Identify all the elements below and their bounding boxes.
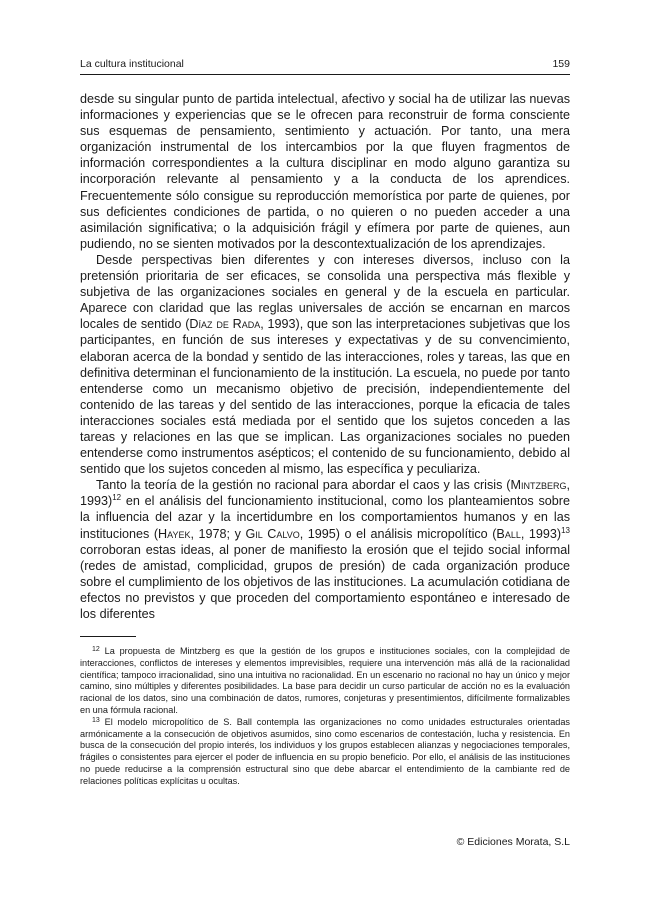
footnote-ref-12[interactable]: 12 bbox=[112, 493, 122, 503]
body-text bbox=[80, 91, 570, 622]
footnote-ref-13[interactable]: 13 bbox=[561, 525, 571, 535]
paragraph-3-text-d: , 1978; y bbox=[190, 526, 246, 541]
page-number: 159 bbox=[552, 58, 570, 70]
publisher-credit: © Ediciones Morata, S.L bbox=[456, 836, 570, 848]
paragraph-3-text-b: , 1993) bbox=[80, 478, 570, 509]
footnote-text: El modelo micropolítico de S. Ball contempla las organizaciones no como unidades estructurales orientadas armónicamente a la consecución de objetivos asumidos, sino como escenarios de contestación, lucha y resistencia. En busca de la consecución del propio interés, los individuos y los grupos establecen alianzas y negociaciones temporales, frágiles o consistentes para ejercer el poder de influencia en su propio beneficio. Por ello, el análisis de las instituciones no puede reducirse a la comprensión estructural sino que debe abarcar el entendimiento de la cambiante red de relaciones políticas explícitas u ocultas. bbox=[80, 716, 570, 786]
paragraph-3 bbox=[80, 477, 570, 622]
footnotes bbox=[80, 646, 570, 788]
paragraph-3-text-g: corroboran estas ideas, al poner de manifiesto la erosión que el tejido social informal (redes de amistad, complicidad, grupos de presión) de cada organización produce sobre el cumplimiento de los objetivos de las instituciones. La acumulación cotidiana de efectos no previstos y que proceden del comportamiento espontáneo e interesado de los diferentes bbox=[80, 542, 570, 621]
footnote-text: La propuesta de Mintzberg es que la gestión de los grupos e instituciones sociales, con la complejidad de interacciones, conflictos de intereses y elementos imprevisibles, requiere una intervención más allá de la racionalidad científica; tampoco irracionalidad, sino una intuitiva no racionalidad. En un escenario no racional no hay un único y mejor camino, sino múltiples y diferentes posibilidades. La base para decidir un curso particular de acción no es la evaluación racional de los datos, sino una combinación de datos, rumores, conjeturas y presentimientos, difícilmente formalizables en una fórmula racional. bbox=[80, 646, 570, 716]
paragraph-3-text-a: Tanto la teoría de la gestión no racional para abordar el caos y las crisis ( bbox=[96, 478, 511, 493]
citation-diaz-de-rada: Díaz de Rada bbox=[189, 317, 261, 332]
paragraph-2 bbox=[80, 252, 570, 477]
citation-mintzberg: Mintzberg bbox=[510, 478, 567, 493]
paragraph-2-text-a: Desde perspectivas bien diferentes y con intereses diversos, incluso con la pretensión prioritaria de ser eficaces, se consolida una perspectiva más flexible y subjetiva de las organizaciones sociales en general y de la escuela en particular. Aparece con claridad que las reglas universales de acción se encarnan en marcos locales de sentido ( bbox=[80, 252, 570, 332]
citation-ball: Ball bbox=[496, 526, 521, 541]
running-head bbox=[80, 58, 570, 75]
paragraph-3-text-c: en el análisis del funcionamiento institucional, como los planteamientos sobre la influencia del azar y la incertidumbre en los comportamientos humanos y en las instituciones ( bbox=[80, 494, 570, 541]
footnote-number: 13 bbox=[92, 716, 100, 724]
paragraph-2-text-b: , 1993), que son las interpretaciones subjetivas que los participantes, en función de sus intereses y expectativas y de su convencimiento, elaboran acerca de la bondad y sentido de las interacciones, roles y tareas, las que en definitiva determinan el funcionamiento de la institución. La escuela, no puede por tanto entenderse como un mecanismo objetivo de precisión, independientemente del contenido de las tareas y del sentido de las interacciones, porque la eficacia de tales interacciones sociales está mediada por el sentido que los sujetos conceden a las tareas y relaciones en las que se implican. Las organizaciones sociales no pueden entenderse como instrumentos asépticos; el contenido de su funcionamiento, debido al sentido que los sujetos conceden al mismo, las específica y peculiariza. bbox=[80, 317, 570, 477]
footnote-12 bbox=[80, 646, 570, 717]
footnote-13 bbox=[80, 717, 570, 788]
paragraph-3-text-f: , 1993) bbox=[520, 526, 562, 541]
footnote-divider bbox=[80, 636, 136, 637]
citation-gil-calvo: Gil Calvo bbox=[245, 526, 300, 541]
paragraph-3-text-e: , 1995) o el análisis micropolítico ( bbox=[299, 526, 497, 541]
paragraph-1: desde su singular punto de partida intelectual, afectivo y social ha de utilizar las nuevas informaciones y experiencias que se le ofrecen para reconstruir de forma consciente sus esquemas de pensamiento, sentimiento y actuación. Por tanto, una mera organización instrumental de los intercambios por la que fluyen fragmentos de información correspondientes a la cultura disciplinar en modo alguno garantiza su incorporación relevante al pensamiento y a la conducta de los aprendices. Frecuentemente sólo consigue su reproducción memorística por parte de quienes, por sus deficientes condiciones de partida, o no quieren o no pueden acceder a una asimilación significativa; o la adquisición frágil y efímera por parte de quienes, aun pudiendo, no se sienten motivados por la descontextualización de los aprendizajes. bbox=[80, 92, 570, 251]
page bbox=[80, 58, 570, 788]
running-title: La cultura institucional bbox=[80, 58, 184, 70]
citation-hayek: Hayek bbox=[158, 526, 191, 541]
footnote-number: 12 bbox=[92, 646, 100, 654]
